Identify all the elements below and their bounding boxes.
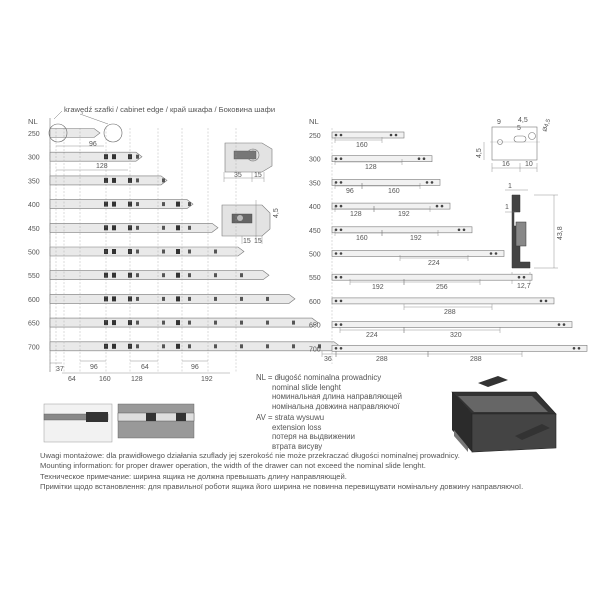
legend-av-line-2: потеря на выдвижении	[272, 432, 356, 442]
left-hole	[176, 344, 180, 349]
left-hole	[176, 320, 180, 325]
right-dim-12: 224	[366, 332, 378, 339]
right-size-400: 400	[309, 204, 321, 212]
left-slot	[162, 178, 165, 182]
left-hole	[112, 202, 116, 207]
right-dim-11: 288	[444, 309, 456, 316]
left-top-dim-128: 128	[96, 163, 108, 170]
right-dim-16: 288	[470, 356, 482, 363]
left-slot	[136, 344, 139, 348]
left-hole	[176, 225, 180, 230]
left-size-700: 700	[28, 344, 40, 352]
right-size-350: 350	[309, 180, 321, 188]
right-size-300: 300	[309, 156, 321, 164]
right-hole	[490, 252, 493, 255]
cabinet-edge-leader	[54, 111, 62, 119]
right-dim-3: 160	[388, 188, 400, 195]
left-size-450: 450	[28, 225, 40, 233]
left-hole	[176, 202, 180, 207]
right-hole	[340, 157, 343, 160]
detail1-dim-15: 15	[254, 172, 262, 179]
left-slot	[162, 297, 165, 301]
left-hole	[112, 178, 116, 183]
right-hole	[441, 205, 444, 208]
left-hole	[112, 296, 116, 301]
left-slot	[214, 273, 217, 277]
left-slot	[214, 321, 217, 325]
right-hole	[335, 276, 338, 279]
detail2-dim-15a: 15	[243, 238, 251, 245]
left-bottom-dim-0: 37	[56, 366, 64, 373]
left-slot	[136, 273, 139, 277]
left-rail-600	[50, 294, 295, 303]
left-size-350: 350	[28, 178, 40, 186]
right-rail-550	[332, 274, 532, 280]
right-hole	[418, 157, 421, 160]
right-dim-15: 288	[376, 356, 388, 363]
left-size-550: 550	[28, 273, 40, 281]
left-hole	[112, 344, 116, 349]
right-hole	[340, 181, 343, 184]
left-rail-450	[50, 223, 218, 232]
left-slot	[214, 344, 217, 348]
left-slot	[266, 297, 269, 301]
left-slot	[136, 202, 139, 206]
left-bottom-dim-3: 128	[131, 376, 143, 383]
left-slot	[188, 344, 191, 348]
right-hole	[335, 323, 338, 326]
left-slot	[188, 297, 191, 301]
left-rail-400	[50, 200, 193, 209]
left-size-650: 650	[28, 320, 40, 328]
left-slot	[266, 344, 269, 348]
left-slot	[292, 321, 295, 325]
mounting-notes	[40, 451, 596, 493]
right-hole	[518, 276, 521, 279]
left-size-500: 500	[28, 249, 40, 257]
left-hole	[112, 273, 116, 278]
left-slot	[162, 273, 165, 277]
right-hole	[390, 134, 393, 137]
right-hole	[463, 229, 466, 232]
right-hole	[340, 300, 343, 303]
right-hole	[340, 205, 343, 208]
right-hole	[395, 134, 398, 137]
right-size-550: 550	[309, 275, 321, 283]
right-rail-450	[332, 227, 472, 233]
note-en: Mounting information: for proper drawer operation, the width of the drawer can not exceed the nominal slide lenght.	[40, 461, 426, 471]
right-hole	[578, 347, 581, 350]
left-slot	[162, 344, 165, 348]
right-hole	[426, 181, 429, 184]
left-slot	[162, 321, 165, 325]
section-dim-127: 12,7	[517, 283, 531, 290]
nl-right-label: NL	[309, 117, 319, 126]
right-dim-6: 160	[356, 235, 368, 242]
left-top-dim-96: 96	[89, 141, 97, 148]
left-hole	[176, 273, 180, 278]
right-size-450: 450	[309, 227, 321, 235]
right-hole	[495, 252, 498, 255]
nl-left-label: NL	[28, 117, 38, 126]
left-slot	[214, 297, 217, 301]
side-mount-detail-1	[224, 143, 272, 182]
note-pl: Uwagi montażowe: dla prawidłowego działania szuflady jej szerokość nie może przekraczać długości nominalnej prowadnicy.	[40, 451, 460, 460]
right-hole	[335, 347, 338, 350]
slide-side-view	[44, 404, 194, 442]
right-hole	[431, 181, 434, 184]
legend-nl-line-1: nominal slide lenght	[272, 382, 341, 392]
right-size-250: 250	[309, 133, 321, 140]
detail2-dim-15b: 15	[254, 238, 262, 245]
left-rail-700	[50, 342, 340, 354]
profile-dim-10: 10	[525, 161, 533, 168]
profile-dim-9: 9	[497, 119, 501, 126]
right-slide-table	[309, 128, 587, 364]
right-rail-400	[332, 203, 450, 209]
left-slot	[136, 321, 139, 325]
right-rail-600	[332, 298, 554, 304]
profile-dim-45: 4,5	[518, 117, 528, 124]
left-slot	[214, 250, 217, 254]
note-ua: Примітки щодо встановлення: для правильної роботи ящика його ширина не повинна перевищувати номінальну довжину направляючої.	[40, 482, 524, 492]
right-hole	[458, 229, 461, 232]
right-rail-650	[332, 322, 572, 328]
left-hole	[112, 225, 116, 230]
left-slot	[188, 202, 191, 206]
right-hole	[335, 252, 338, 255]
right-hole	[335, 134, 338, 137]
right-hole	[436, 205, 439, 208]
right-hole	[335, 300, 338, 303]
right-dim-14: 36	[324, 356, 332, 363]
left-slot	[136, 155, 139, 159]
left-highlight-circle-2	[104, 124, 122, 142]
left-hole	[176, 296, 180, 301]
legend-nl-head: NL = długość nominalna prowadnicy	[256, 373, 382, 382]
right-rail-300	[332, 156, 432, 162]
left-size-300: 300	[28, 154, 40, 162]
left-hole	[112, 249, 116, 254]
drawer-box-illustration	[452, 376, 556, 452]
left-slot	[136, 226, 139, 230]
profile-dim-16: 16	[502, 161, 510, 168]
left-size-250: 250	[28, 131, 40, 138]
section-dim-1a: 1	[508, 183, 512, 190]
left-slot	[162, 226, 165, 230]
left-bottom-dim-4: 192	[201, 376, 213, 383]
profile-dim-45b: 4,5	[476, 148, 483, 158]
left-hole	[176, 249, 180, 254]
left-bottom-dim-6: 64	[141, 364, 149, 371]
right-hole	[545, 300, 548, 303]
right-size-500: 500	[309, 251, 321, 259]
left-rail-350	[50, 176, 167, 185]
left-slot	[136, 250, 139, 254]
legend-nl-line-2: номинальная длина направляющей	[272, 392, 403, 402]
left-hole	[112, 154, 116, 159]
right-dim-9: 192	[372, 284, 384, 291]
right-rail-700	[332, 345, 587, 351]
right-dim-4: 128	[350, 211, 362, 218]
right-size-650: 650	[309, 322, 321, 330]
right-hole	[523, 276, 526, 279]
right-rail-350	[332, 179, 440, 185]
left-slot	[266, 321, 269, 325]
legend-nl	[256, 373, 402, 411]
right-hole	[573, 347, 576, 350]
section-dim-1b: 1	[505, 204, 509, 211]
left-slot	[240, 297, 243, 301]
left-slot	[188, 250, 191, 254]
note-ru: Техническое примечание: ширина ящика не должна превышать длину направляющей.	[40, 471, 347, 481]
cabinet-edge-label: krawędź szafki / cabinet edge / край шкафа / Боковина шафи	[64, 105, 276, 114]
right-hole	[540, 300, 543, 303]
right-dim-10: 256	[436, 284, 448, 291]
left-slot	[188, 321, 191, 325]
left-slot	[240, 321, 243, 325]
right-dim-13: 320	[450, 332, 462, 339]
legend-nl-line-3: номінальна довжина направляючої	[272, 401, 400, 411]
right-rail-250	[332, 132, 404, 138]
right-hole	[423, 157, 426, 160]
detail1-dim-35: 35	[234, 172, 242, 179]
left-slot	[240, 344, 243, 348]
legend-av	[256, 413, 355, 451]
left-bottom-dim-7: 96	[191, 364, 199, 371]
left-slot	[136, 297, 139, 301]
left-rail-650	[50, 318, 318, 327]
left-slot	[188, 226, 191, 230]
right-hole	[340, 252, 343, 255]
left-slot	[136, 178, 139, 182]
left-slot	[188, 273, 191, 277]
right-size-600: 600	[309, 298, 321, 306]
left-slot	[292, 344, 295, 348]
right-dim-7: 192	[410, 235, 422, 242]
left-size-400: 400	[28, 202, 40, 210]
profile-dim-5: 5	[517, 125, 521, 132]
left-hole	[112, 320, 116, 325]
left-bottom-dim-1: 64	[68, 376, 76, 383]
cabinet-edge-leader-2	[80, 114, 108, 124]
right-hole	[340, 323, 343, 326]
profile-dim-diam: Ø4,5	[542, 118, 553, 133]
section-dim-438: 43,8	[557, 226, 564, 240]
left-slide-table	[28, 124, 340, 383]
right-hole	[340, 347, 343, 350]
left-slot	[240, 273, 243, 277]
right-dim-5: 192	[398, 211, 410, 218]
right-hole	[340, 276, 343, 279]
left-slot	[162, 202, 165, 206]
left-bottom-dim-5: 96	[90, 364, 98, 371]
left-slot	[162, 250, 165, 254]
right-rail-500	[332, 251, 504, 257]
detail2-dim-45: 4,5	[273, 208, 280, 218]
left-size-600: 600	[28, 296, 40, 304]
rail-section-detail	[505, 190, 558, 284]
right-hole	[340, 229, 343, 232]
legend-av-head: AV = strata wysuwu	[256, 413, 325, 422]
right-size-700: 700	[309, 346, 321, 354]
legend-av-line-3: втрата висуву	[272, 441, 323, 451]
right-dim-0: 160	[356, 142, 368, 149]
legend-av-line-1: extension loss	[272, 422, 322, 432]
right-dim-1: 128	[365, 164, 377, 171]
right-hole	[340, 134, 343, 137]
right-dim-8: 224	[428, 260, 440, 267]
right-dim-2: 96	[346, 188, 354, 195]
right-hole	[558, 323, 561, 326]
left-bottom-dim-2: 160	[99, 376, 111, 383]
left-rail-250	[50, 129, 100, 138]
right-hole	[563, 323, 566, 326]
